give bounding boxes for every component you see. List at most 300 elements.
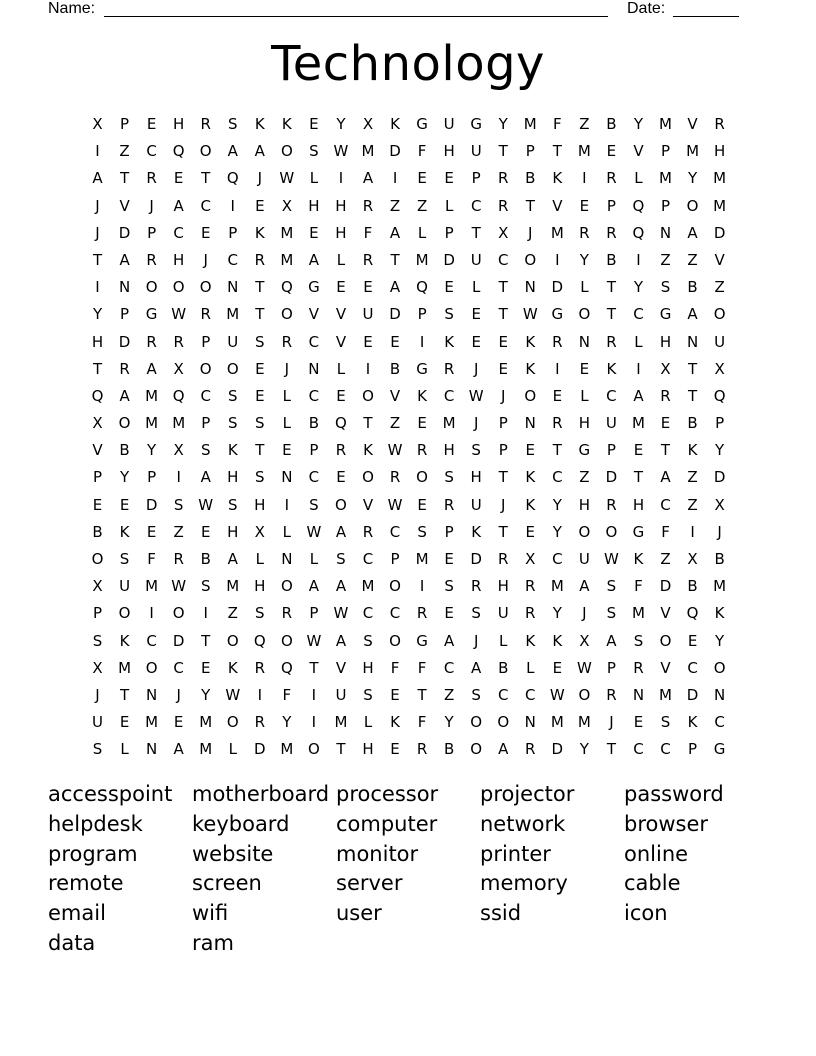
grid-letter: E [146, 522, 157, 541]
grid-letter: R [254, 713, 266, 732]
grid-row [84, 655, 733, 682]
grid-letter: B [200, 550, 211, 568]
grid-letter: V [552, 196, 563, 215]
grid-letter: V [660, 658, 671, 677]
grid-letter: P [120, 115, 130, 133]
grid-letter: I [392, 169, 398, 188]
grid-letter: U [497, 604, 509, 623]
grid-letter: R [200, 115, 211, 133]
grid-letter: H [335, 196, 347, 215]
grid-letter: V [389, 386, 401, 405]
grid-letter: N [632, 685, 645, 704]
grid-letter: P [201, 414, 211, 433]
grid-letter: R [443, 359, 455, 378]
word-bank-item: wifi [192, 901, 229, 926]
grid-letter: E [119, 713, 130, 732]
grid-letter: N [713, 685, 726, 704]
grid-letter: K [525, 631, 536, 650]
grid-letter: E [390, 740, 400, 759]
grid-letter: R [146, 169, 157, 188]
grid-letter: L [228, 740, 237, 759]
grid-letter: L [282, 414, 292, 433]
grid-row [84, 301, 733, 328]
grid-letter: R [281, 604, 293, 623]
grid-letter: G [551, 305, 564, 324]
grid-letter: T [201, 169, 211, 188]
grid-letter: X [92, 115, 103, 133]
grid-letter: X [362, 115, 374, 133]
grid-letter: E [336, 386, 346, 405]
grid-letter: E [255, 359, 265, 378]
grid-letter: O [389, 631, 401, 650]
grid-letter: M [145, 414, 159, 433]
grid-letter: I [95, 278, 100, 297]
grid-letter: O [362, 386, 374, 405]
grid-letter: O [172, 604, 185, 623]
grid-letter: C [660, 495, 671, 514]
grid-letter: S [336, 550, 346, 568]
grid-letter: A [227, 550, 238, 568]
grid-letter: V [633, 142, 644, 161]
grid-letter: E [444, 278, 454, 297]
grid-letter: S [363, 685, 373, 704]
grid-letter: W [549, 685, 565, 704]
grid-letter: N [524, 414, 536, 433]
grid-letter: S [471, 685, 481, 704]
grid-letter: U [227, 332, 239, 351]
grid-letter: R [498, 196, 509, 215]
grid-letter: W [225, 685, 241, 704]
grid-letter: A [660, 468, 671, 487]
grid-letter: J [501, 495, 506, 514]
grid-row [84, 736, 733, 763]
grid-letter: M [415, 250, 429, 269]
grid-letter: Y [336, 115, 346, 133]
grid-letter: R [416, 441, 428, 460]
grid-letter: Y [579, 740, 589, 759]
grid-letter: T [687, 359, 698, 378]
grid-letter: O [416, 468, 428, 487]
grid-letter: H [362, 740, 374, 759]
grid-letter: T [660, 441, 671, 460]
grid-letter: A [606, 631, 617, 650]
grid-letter: H [362, 658, 374, 677]
grid-letter: E [119, 495, 130, 514]
worksheet-header [0, 0, 816, 20]
grid-letter: Z [687, 468, 698, 487]
grid-letter: L [580, 386, 589, 405]
grid-letter: X [173, 441, 184, 460]
grid-letter: W [603, 550, 619, 568]
grid-letter: I [176, 468, 181, 487]
grid-letter: E [579, 359, 590, 378]
grid-letter: J [284, 359, 290, 378]
grid-letter: I [365, 359, 371, 378]
grid-letter: E [633, 713, 644, 732]
grid-letter: L [336, 359, 346, 378]
grid-letter: I [419, 577, 425, 596]
grid-letter: O [145, 278, 158, 297]
word-bank-item: computer [336, 811, 438, 836]
grid-letter: D [686, 685, 699, 704]
grid-row [84, 274, 733, 301]
grid-letter: I [338, 169, 344, 188]
grid-letter: X [281, 196, 292, 215]
grid-letter: Q [253, 631, 266, 650]
word-bank-item: user [336, 901, 382, 926]
grid-letter: A [498, 740, 509, 759]
grid-letter: R [362, 250, 374, 269]
grid-letter: C [227, 250, 238, 269]
grid-letter: B [687, 278, 698, 297]
grid-letter: I [690, 522, 695, 541]
grid-letter: E [336, 468, 346, 487]
grid-letter: U [335, 685, 347, 704]
grid-letter: C [308, 332, 320, 351]
grid-letter: P [93, 468, 103, 487]
grid-letter: M [713, 196, 727, 215]
word-bank-item: screen [192, 871, 262, 896]
grid-letter: T [255, 441, 265, 460]
grid-letter: K [633, 550, 644, 568]
word-bank [48, 780, 768, 959]
grid-letter: L [634, 169, 643, 188]
grid-letter: S [444, 577, 454, 596]
grid-letter: O [172, 278, 185, 297]
grid-letter: L [634, 332, 643, 351]
grid-letter: Z [416, 196, 428, 215]
grid-letter: P [498, 441, 508, 460]
grid-letter: B [119, 441, 130, 460]
grid-letter: U [443, 115, 455, 133]
grid-letter: E [525, 522, 536, 541]
grid-letter: D [254, 740, 266, 759]
grid-letter: Y [687, 169, 698, 188]
grid-letter: L [282, 522, 292, 541]
grid-letter: L [120, 740, 129, 759]
grid-letter: J [95, 196, 100, 215]
grid-letter: M [145, 386, 159, 405]
grid-letter: J [501, 386, 506, 405]
grid-letter: H [91, 332, 104, 351]
grid-letter: A [92, 169, 103, 188]
grid-letter: Q [91, 386, 104, 405]
grid-letter: K [687, 441, 698, 460]
word-bank-item: accesspoint [48, 782, 173, 806]
name-label: Name: [48, 0, 96, 17]
grid-letter: T [498, 305, 508, 324]
grid-letter: D [713, 468, 726, 487]
grid-letter: M [199, 740, 213, 759]
grid-letter: E [200, 223, 211, 242]
grid-letter: I [311, 713, 317, 732]
grid-letter: R [525, 577, 536, 596]
grid-letter: J [176, 685, 181, 704]
grid-letter: Y [633, 115, 644, 133]
grid-letter: L [472, 278, 481, 297]
grid-letter: Y [119, 468, 130, 487]
word-bank-item: cable [624, 871, 681, 896]
word-bank-item: password [624, 782, 724, 806]
grid-letter: R [335, 441, 347, 460]
grid-letter: T [606, 305, 616, 324]
grid-letter: H [443, 441, 455, 460]
grid-letter: O [578, 522, 591, 541]
grid-letter: I [284, 495, 290, 514]
grid-letter: O [713, 305, 726, 324]
grid-letter: J [95, 223, 100, 242]
grid-letter: O [199, 142, 212, 161]
grid-letter: K [606, 359, 617, 378]
grid-letter: Y [498, 115, 508, 133]
grid-letter: K [254, 223, 265, 242]
grid-letter: D [605, 468, 618, 487]
grid-letter: G [145, 305, 158, 324]
grid-letter: A [173, 196, 184, 215]
grid-letter: Y [715, 441, 725, 460]
grid-letter: Y [147, 441, 157, 460]
grid-letter: O [199, 278, 212, 297]
grid-letter: E [200, 658, 211, 677]
grid-letter: B [606, 115, 617, 133]
grid-row [84, 383, 733, 410]
grid-letter: K [714, 604, 725, 623]
grid-letter: O [497, 713, 510, 732]
grid-letter: M [577, 713, 591, 732]
grid-letter: S [444, 305, 454, 324]
grid-letter: T [498, 522, 508, 541]
grid-letter: M [145, 577, 159, 596]
grid-letter: N [146, 740, 158, 759]
grid-letter: S [119, 550, 130, 568]
word-bank-item: remote [48, 871, 124, 896]
grid-letter: E [498, 332, 508, 351]
grid-letter: S [444, 468, 454, 487]
grid-letter: M [280, 740, 294, 759]
grid-letter: H [335, 223, 347, 242]
grid-letter: O [713, 658, 726, 677]
grid-letter: P [120, 305, 130, 324]
grid-letter: K [417, 386, 427, 405]
grid-letter: M [659, 115, 672, 133]
grid-letter: C [173, 223, 184, 242]
grid-letter: H [470, 468, 482, 487]
grid-letter: T [92, 250, 103, 269]
grid-letter: X [687, 550, 698, 568]
grid-letter: I [555, 250, 560, 269]
grid-letter: A [173, 740, 184, 759]
grid-letter: S [92, 631, 103, 650]
grid-letter: N [686, 332, 699, 351]
grid-letter: W [171, 577, 187, 596]
grid-letter: R [362, 522, 374, 541]
grid-letter: M [280, 250, 294, 269]
grid-letter: U [605, 414, 617, 433]
grid-letter: M [442, 414, 456, 433]
grid-letter: C [470, 196, 482, 215]
grid-letter: J [203, 250, 208, 269]
grid-letter: N [118, 278, 131, 297]
grid-letter: L [255, 550, 264, 568]
grid-letter: W [468, 386, 484, 405]
grid-letter: N [308, 359, 320, 378]
grid-letter: M [713, 169, 727, 188]
grid-letter: F [417, 713, 427, 732]
grid-letter: R [552, 414, 563, 433]
grid-letter: E [552, 386, 563, 405]
grid-letter: H [497, 577, 509, 596]
grid-letter: K [471, 522, 482, 541]
grid-row [84, 220, 733, 247]
grid-letter: A [335, 522, 347, 541]
grid-letter: C [552, 550, 563, 568]
grid-letter: J [473, 631, 479, 650]
grid-letter: W [333, 142, 349, 161]
grid-letter: B [714, 550, 725, 568]
grid-letter: V [92, 441, 103, 460]
grid-letter: P [309, 604, 319, 623]
grid-letter: I [582, 169, 587, 188]
grid-letter: H [227, 522, 239, 541]
grid-letter: O [605, 522, 618, 541]
grid-letter: Y [92, 305, 103, 324]
grid-letter: A [335, 631, 347, 650]
grid-letter: G [659, 305, 672, 324]
grid-letter: X [714, 359, 725, 378]
grid-letter: Q [416, 278, 428, 297]
grid-letter: E [687, 631, 698, 650]
grid-row [84, 356, 733, 383]
grid-letter: E [660, 414, 671, 433]
grid-letter: C [660, 740, 671, 759]
grid-letter: F [147, 550, 156, 568]
grid-letter: E [525, 441, 536, 460]
grid-letter: E [552, 658, 563, 677]
grid-letter: E [417, 169, 427, 188]
grid-letter: D [443, 250, 455, 269]
grid-letter: I [419, 332, 425, 351]
grid-row [84, 464, 733, 491]
grid-letter: S [173, 495, 184, 514]
grid-letter: C [389, 604, 401, 623]
grid-letter: I [555, 359, 560, 378]
word-bank-item: printer [480, 841, 551, 866]
grid-letter: T [525, 196, 535, 215]
grid-letter: Z [389, 196, 401, 215]
grid-letter: P [525, 142, 535, 161]
grid-letter: C [389, 522, 401, 541]
grid-letter: O [659, 631, 672, 650]
grid-letter: Q [632, 223, 645, 242]
grid-letter: A [200, 468, 211, 487]
grid-letter: Z [227, 604, 238, 623]
grid-row [84, 329, 733, 356]
grid-letter: E [390, 685, 400, 704]
grid-letter: G [632, 522, 645, 541]
grid-letter: H [632, 495, 645, 514]
grid-letter: K [390, 713, 400, 732]
grid-letter: Z [687, 495, 698, 514]
grid-letter: O [470, 740, 483, 759]
grid-letter: I [149, 604, 154, 623]
grid-letter: W [576, 658, 592, 677]
grid-letter: Y [552, 495, 562, 514]
grid-letter: D [389, 142, 401, 161]
grid-letter: E [200, 522, 211, 541]
date-label: Date: [627, 0, 666, 17]
grid-letter: R [498, 550, 509, 568]
grid-letter: T [119, 169, 130, 188]
grid-row [84, 600, 733, 627]
grid-letter: S [606, 604, 617, 623]
grid-letter: C [606, 386, 617, 405]
grid-letter: X [660, 359, 671, 378]
grid-letter: Z [660, 550, 671, 568]
grid-letter: I [311, 685, 317, 704]
grid-letter: B [525, 169, 536, 188]
grid-letter: E [363, 332, 373, 351]
grid-letter: M [145, 713, 159, 732]
grid-letter: M [199, 713, 213, 732]
grid-letter: I [230, 196, 235, 215]
grid-letter: P [444, 223, 454, 242]
grid-letter: K [525, 359, 536, 378]
grid-letter: C [146, 631, 157, 650]
grid-letter: T [92, 359, 103, 378]
grid-letter: H [578, 495, 590, 514]
grid-letter: D [470, 550, 482, 568]
grid-letter: M [686, 142, 700, 161]
grid-letter: K [227, 441, 238, 460]
grid-letter: U [714, 332, 726, 351]
grid-letter: T [606, 278, 616, 297]
word-bank-item: projector [480, 782, 575, 806]
grid-letter: P [228, 223, 238, 242]
grid-letter: E [363, 278, 373, 297]
grid-letter: D [172, 631, 185, 650]
grid-row [84, 682, 733, 709]
grid-letter: V [335, 332, 347, 351]
grid-letter: E [471, 305, 481, 324]
grid-letter: P [606, 441, 616, 460]
grid-letter: R [579, 223, 590, 242]
grid-letter: C [633, 305, 644, 324]
grid-letter: C [687, 658, 698, 677]
grid-letter: O [686, 196, 699, 215]
word-bank-item: program [48, 841, 138, 866]
grid-letter: N [281, 550, 293, 568]
grid-letter: O [389, 577, 401, 596]
grid-letter: J [717, 522, 722, 541]
grid-letter: Y [579, 250, 589, 269]
grid-letter: T [552, 142, 562, 161]
grid-letter: X [498, 223, 509, 242]
date-blank-line [673, 16, 739, 17]
grid-letter: D [551, 740, 564, 759]
grid-letter: V [362, 495, 374, 514]
grid-letter: M [713, 577, 727, 596]
grid-row [84, 138, 733, 165]
grid-letter: Z [687, 250, 698, 269]
grid-letter: R [362, 196, 374, 215]
grid-letter: E [173, 713, 184, 732]
grid-letter: M [334, 713, 348, 732]
grid-letter: M [631, 414, 645, 433]
grid-letter: Z [660, 250, 671, 269]
grid-letter: T [201, 631, 211, 650]
grid-letter: P [444, 522, 454, 541]
grid-letter: Z [173, 522, 184, 541]
